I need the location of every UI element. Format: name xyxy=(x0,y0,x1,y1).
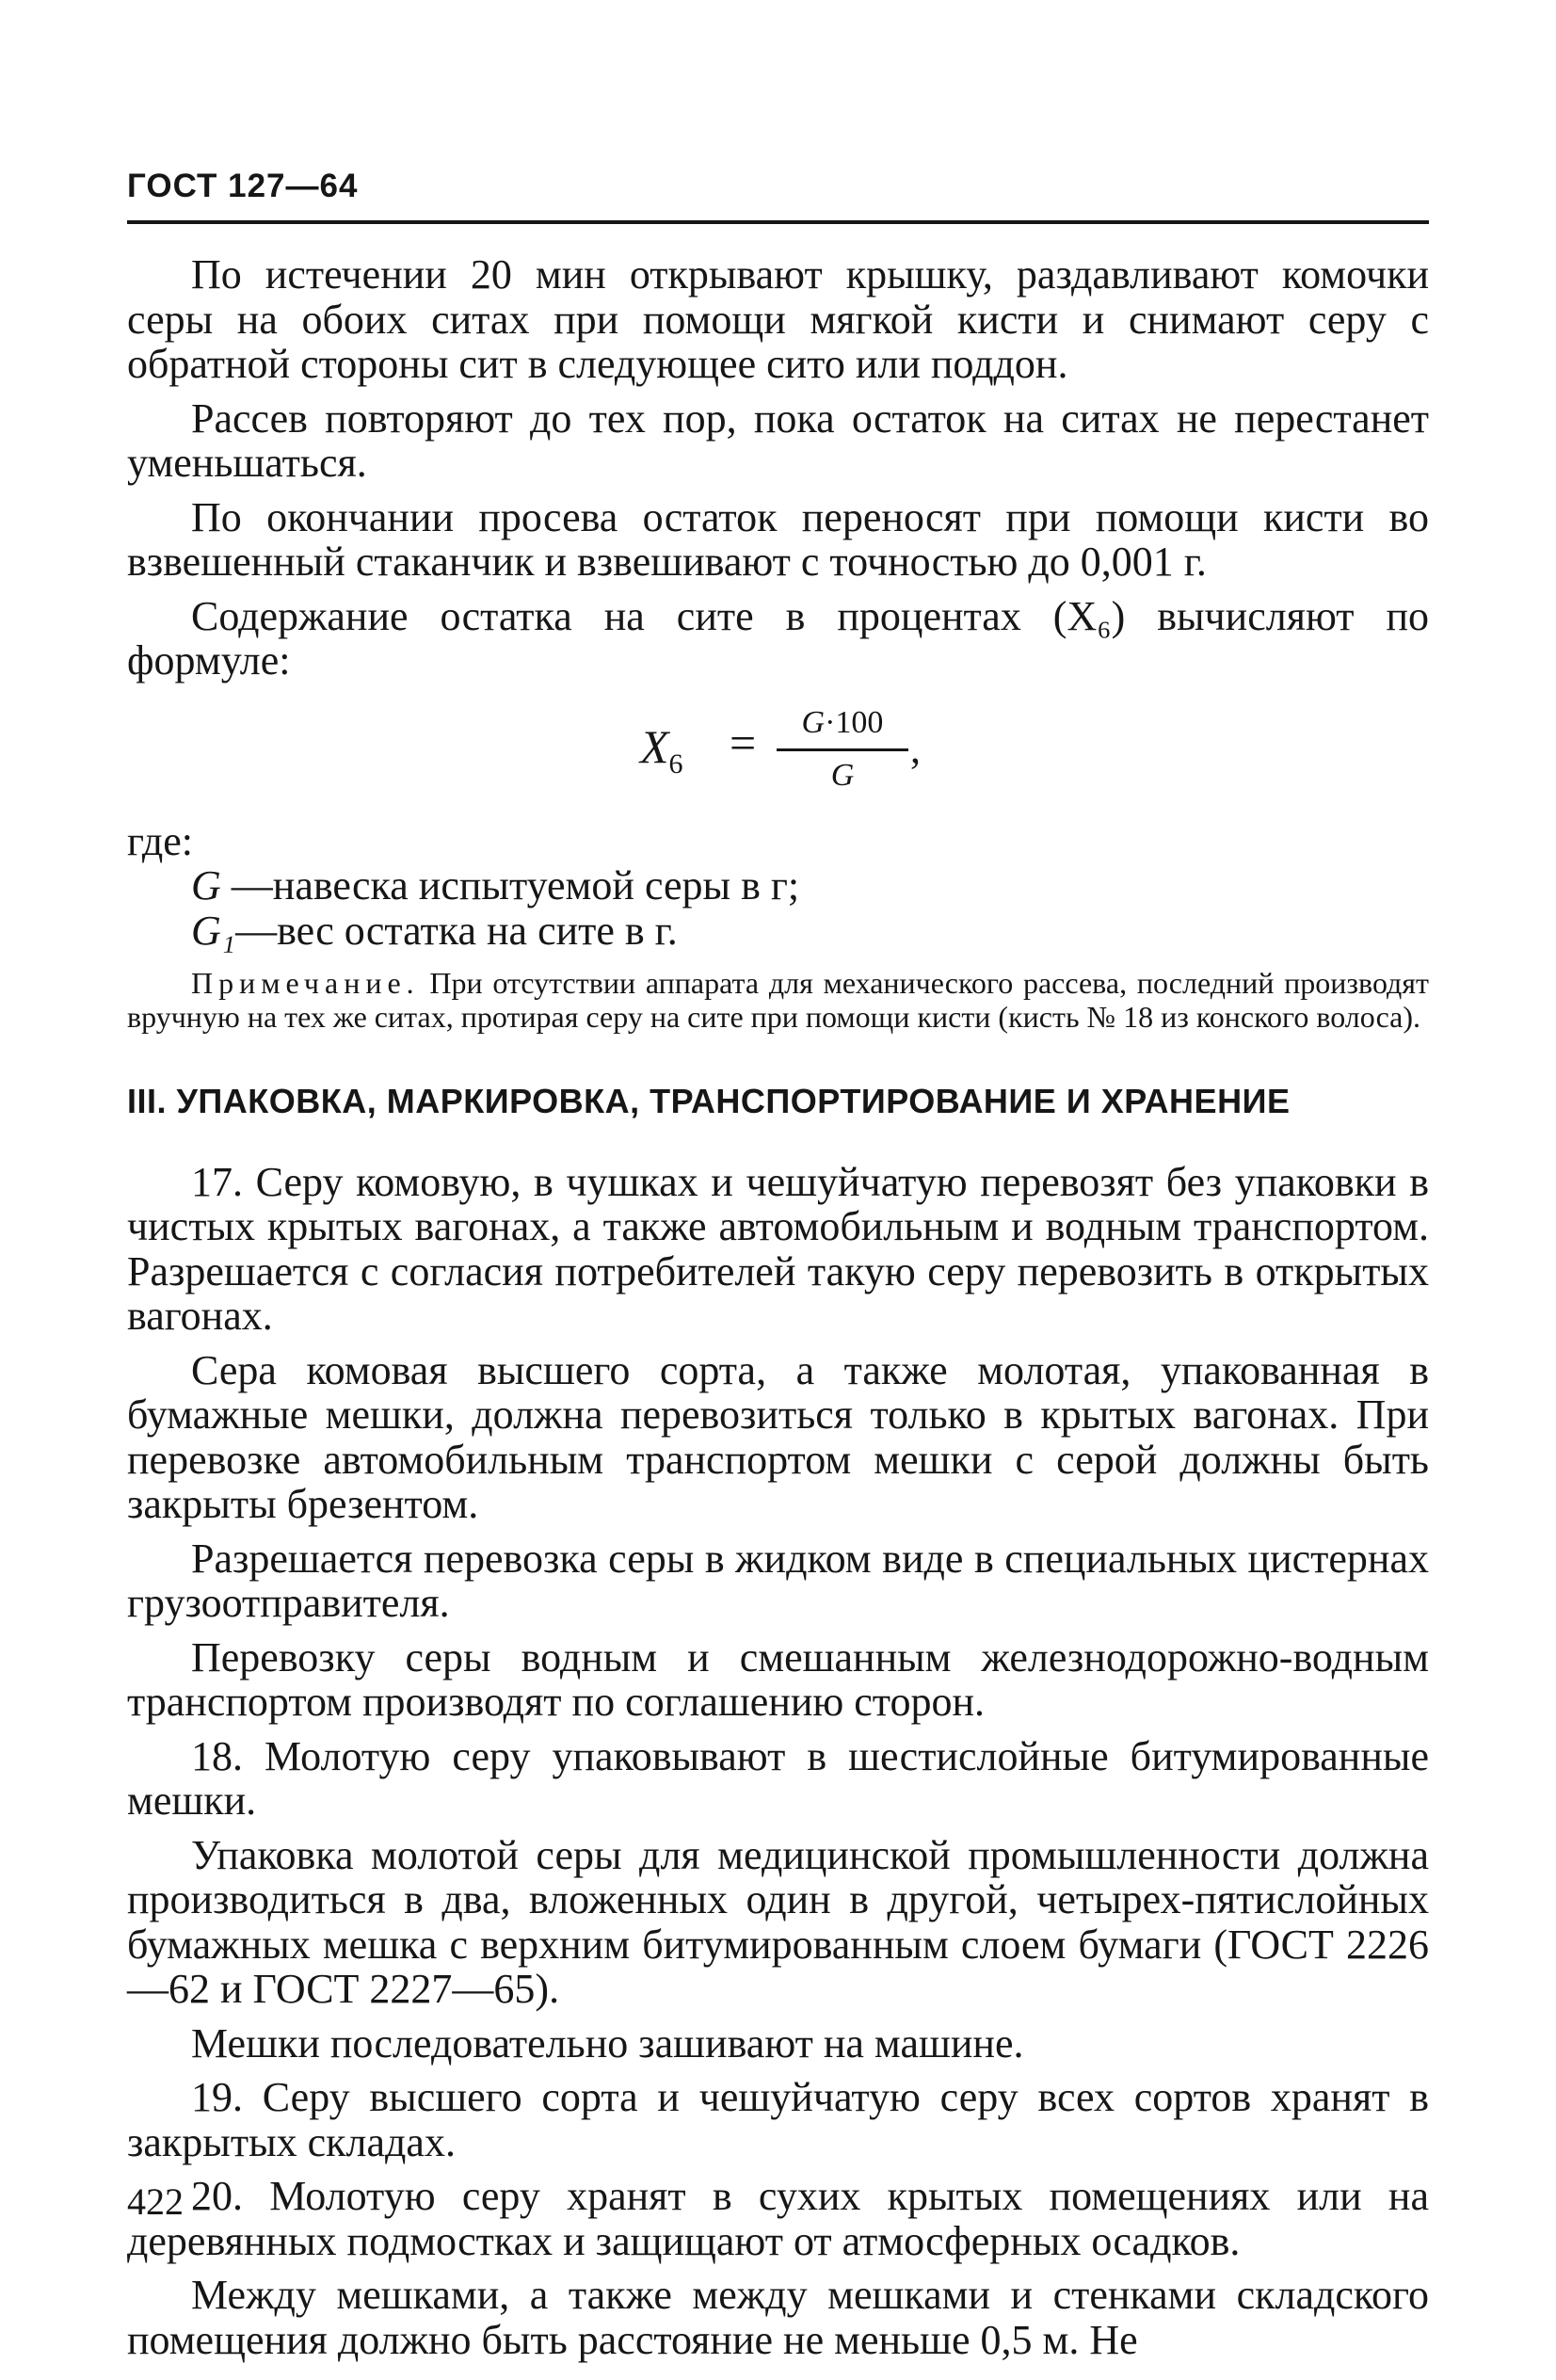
formula-equals: = xyxy=(730,716,757,769)
definition-line xyxy=(127,863,1429,909)
definition-symbol: G₁ xyxy=(191,907,236,954)
formula-fraction xyxy=(777,700,908,798)
paragraph: По истечении 20 мин открывают крышку, раздавливают комочки серы на обоих ситах при помощи мягкой кисти и снимают серу с обратной стороны сит в следующее сито или поддон. xyxy=(127,251,1429,387)
note-text: При отсутствии аппарата для механического рассева, последний производят вручную на тех же ситах, протирая серу на сите при помощи кисти (кисть № 18 из конского волоса). xyxy=(127,966,1429,1034)
paragraph: Сера комовая высшего сорта, а также молотая, упакованная в бумажные мешки, должна перевозиться только в крытых вагонах. При перевозке автомобильным транспортом мешки с серой должны быть закрыты брезентом. xyxy=(127,1346,1429,1527)
page-header: ГОСТ 127—64 xyxy=(127,168,359,204)
paragraph: Рассев повторяют до тех пор, пока остаток на ситах не перестанет уменьшаться. xyxy=(127,394,1429,486)
formula-lhs-subscript: 6 xyxy=(668,748,683,780)
note xyxy=(127,966,1429,1034)
paragraph: 18. Молотую серу упаковывают в шестислойные битумированные мешки. xyxy=(127,1732,1429,1824)
formula-numerator xyxy=(777,700,908,746)
formula-numerator-var: G xyxy=(801,704,826,740)
paragraph: 19. Серу высшего сорта и чешуйчатую серу всех сортов хранят в закрытых складах. xyxy=(127,2074,1429,2165)
definition-line xyxy=(127,909,1429,954)
formula-lhs-var: X xyxy=(640,719,669,773)
paragraph: 17. Серу комовую, в чушках и чешуйчатую перевозят без упаковки в чистых крытых вагонах, а также автомобильным и водным транспортом. Разрешается с согласия потребителей такую серу перевозить в открытых вагонах. xyxy=(127,1158,1429,1339)
note-label: Примечание. xyxy=(191,966,420,1000)
definition-text: —навеска испытуемой серы в г; xyxy=(220,862,800,909)
paragraph: Содержание остатка на сите в процентах (X₆) вычисляют по формуле: xyxy=(127,592,1429,683)
paragraph: Упаковка молотой серы для медицинской промышленности должна производиться в два, вложенных один в другой, четырех-пятислойных бумажных мешка с верхним битумированным слоем бумаги (ГОСТ 2226—62 и ГОСТ 2227—65). xyxy=(127,1831,1429,2012)
paragraph: По окончании просева остаток переносят при помощи кисти во взвешенный стаканчик и взвешивают с точностью до 0,001 г. xyxy=(127,493,1429,585)
page-number: 422 xyxy=(127,2180,184,2223)
where-label: где: xyxy=(127,817,193,864)
paragraph: Разрешается перевозка серы в жидком виде в специальных цистернах грузоотправителя. xyxy=(127,1535,1429,1626)
paragraph: 20. Молотую серу хранят в сухих крытых помещениях или на деревянных подмостках и защищают от атмосферных осадков. xyxy=(127,2173,1429,2264)
paragraph: Между мешками, а также между мешками и стенками складского помещения должно быть расстояние не меньше 0,5 м. Не xyxy=(127,2272,1429,2363)
fraction-bar xyxy=(777,748,908,751)
paragraph: Перевозку серы водным и смешанным железнодорожно-водным транспортом производят по соглашению сторон. xyxy=(127,1633,1429,1725)
definition-symbol: G xyxy=(191,862,221,909)
formula xyxy=(127,700,1429,810)
paragraph: Мешки последовательно зашивают на машине. xyxy=(191,2019,1024,2066)
section-heading: III. УПАКОВКА, МАРКИРОВКА, ТРАНСПОРТИРОВАНИЕ И ХРАНЕНИЕ xyxy=(127,1082,1291,1120)
body-text xyxy=(127,252,1429,2362)
formula-comma: , xyxy=(910,725,921,772)
formula-lhs xyxy=(640,719,683,787)
formula-denominator: G xyxy=(830,758,855,793)
header-rule xyxy=(127,220,1429,224)
formula-numerator-rest: ·100 xyxy=(825,704,884,740)
definition-text: —вес остатка на сите в г. xyxy=(235,907,678,954)
